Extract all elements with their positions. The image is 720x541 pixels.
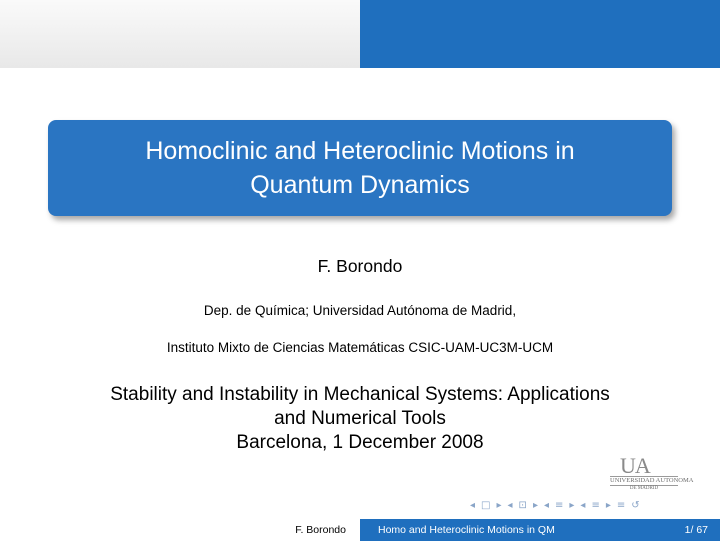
title-box [48,120,672,216]
top-navigation-bar [0,0,720,68]
nav-document-icon[interactable]: ≡ [616,499,626,511]
logo-subtitle: DE MADRID [629,486,659,491]
conference-line-1: Stability and Instability in Mechanical Systems: Applications [110,384,610,405]
author-name: F. Borondo [317,256,403,276]
nav-next-subsection-icon[interactable]: ▸ [569,499,575,511]
title-line-1: Homoclinic and Heteroclinic Motions in [145,137,575,165]
footer-author: F. Borondo [295,524,346,536]
logo-letters: UA [620,453,650,478]
footer-short-title: Homo and Heteroclinic Motions in QM [378,524,555,536]
nav-prev-slide-icon[interactable]: ◂ [470,499,476,511]
logo-university-name: UNIVERSIDAD AUTONOMA [610,477,694,484]
footer-bar [0,519,720,541]
conference-line-2: and Numerical Tools [274,408,446,429]
nav-next-slide-icon[interactable]: ▸ [496,499,502,511]
institution-2: Instituto Mixto de Ciencias Matemáticas CSIC-UAM-UC3M-UCM [166,340,554,355]
university-logo [610,453,694,492]
nav-slide-icon[interactable]: □ [481,499,491,511]
nav-subsection-icon[interactable]: ≡ [555,499,564,511]
nav-next-section-icon[interactable]: ▸ [605,499,611,511]
nav-prev-frame-icon[interactable]: ◂ [507,499,513,511]
header-accent-panel [360,0,720,68]
section-nav-panel [0,0,360,68]
conference-info [0,383,720,455]
footer-right [360,519,720,541]
title-line-2: Quantum Dynamics [250,171,470,199]
nav-frame-icon[interactable]: ⊡ [518,499,527,511]
footer-left [0,519,360,541]
nav-prev-subsection-icon[interactable]: ◂ [543,499,549,511]
navigation-symbols [470,495,640,515]
presentation-title [80,134,640,202]
footer-page-number: 1/ 67 [684,524,708,536]
nav-section-icon[interactable]: ≡ [591,499,600,511]
conference-date-place: Barcelona, 1 December 2008 [236,432,484,453]
nav-search-back-icon[interactable]: ↺ [631,499,640,511]
nav-next-frame-icon[interactable]: ▸ [532,499,538,511]
institution-1: Dep. de Química; Universidad Autónoma de Madrid, [203,303,517,318]
nav-prev-section-icon[interactable]: ◂ [580,499,586,511]
